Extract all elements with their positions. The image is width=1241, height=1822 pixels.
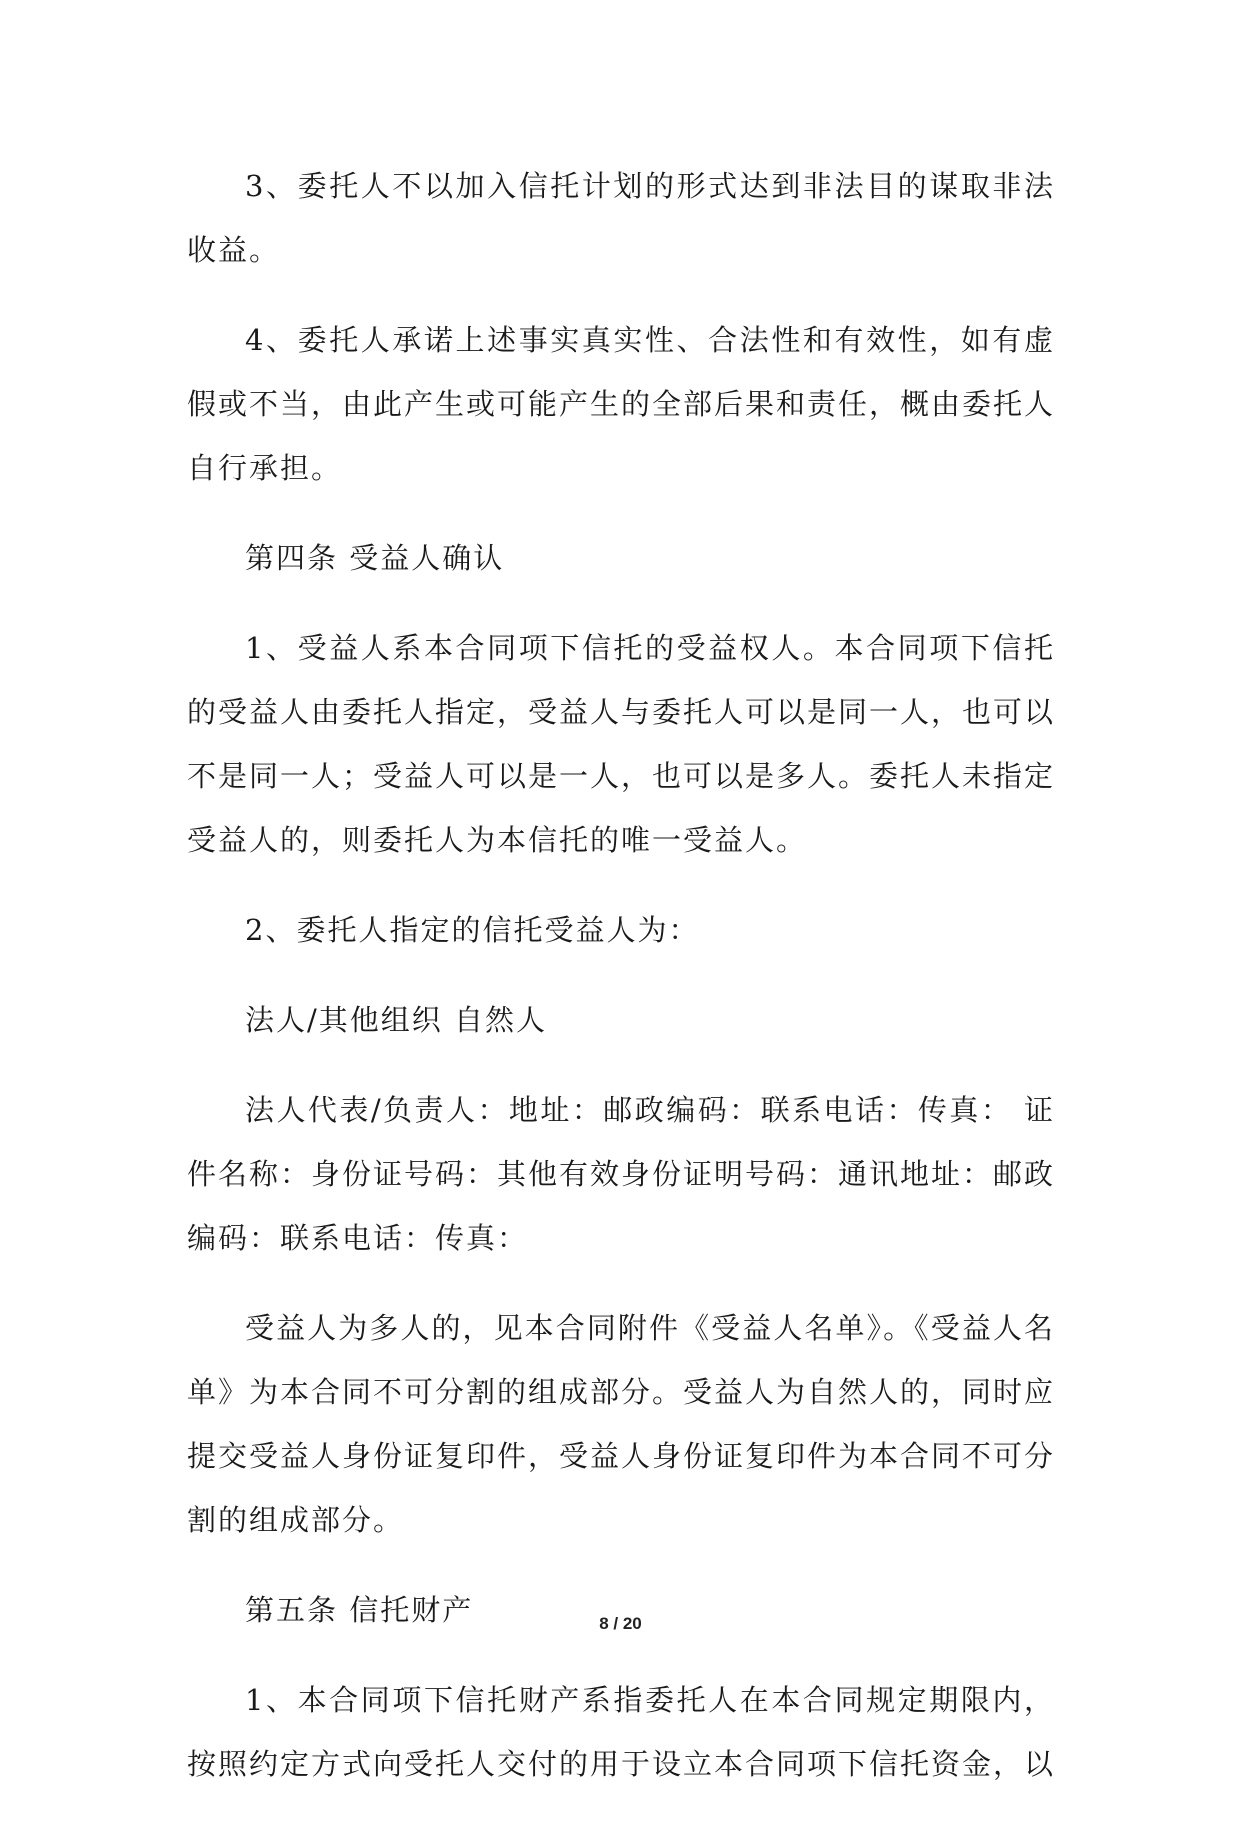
paragraph-beneficiary-list: 受益人为多人的，见本合同附件《受益人名单》。《受益人名单》为本合同不可分割的组成部分。受益人为自然人的，同时应提交受益人身份证复印件，受益人身份证复印件为本合同不可分割的组成部分。 xyxy=(187,1311,1056,1537)
document-body xyxy=(187,154,1055,1822)
paragraph-entity-type: 法人/其他组织 自然人 xyxy=(245,1003,547,1037)
article-5-heading: 第五条 信托财产 xyxy=(245,1593,474,1627)
paragraph-beneficiary-1: 1、受益人系本合同项下信托的受益权人。本合同项下信托的受益人由委托人指定，受益人与委托人可以是同一人，也可以不是同一人；受益人可以是一人，也可以是多人。委托人未指定受益人的，则委托人为本信托的唯一受益人。 xyxy=(187,631,1056,857)
paragraph-beneficiary-2: 2、委托人指定的信托受益人为： xyxy=(245,913,700,947)
page-number: 8 / 20 xyxy=(599,1614,642,1633)
paragraph-trust-property-1: 1、本合同项下信托财产系指委托人在本合同规定期限内，按照约定方式向受托人交付的用于设立本合同项下信托资金，以 xyxy=(187,1683,1056,1781)
paragraph-contact-fields: 法人代表/负责人：地址：邮政编码：联系电话：传真： 证件名称：身份证号码：其他有效身份证明号码：通讯地址：邮政编码：联系电话：传真： xyxy=(187,1093,1056,1255)
paragraph-clause-4: 4、委托人承诺上述事实真实性、合法性和有效性，如有虚假或不当，由此产生或可能产生的全部后果和责任，概由委托人自行承担。 xyxy=(187,323,1056,485)
article-4-heading: 第四条 受益人确认 xyxy=(245,541,505,575)
paragraph-clause-3: 3、委托人不以加入信托计划的形式达到非法目的谋取非法收益。 xyxy=(187,169,1055,267)
